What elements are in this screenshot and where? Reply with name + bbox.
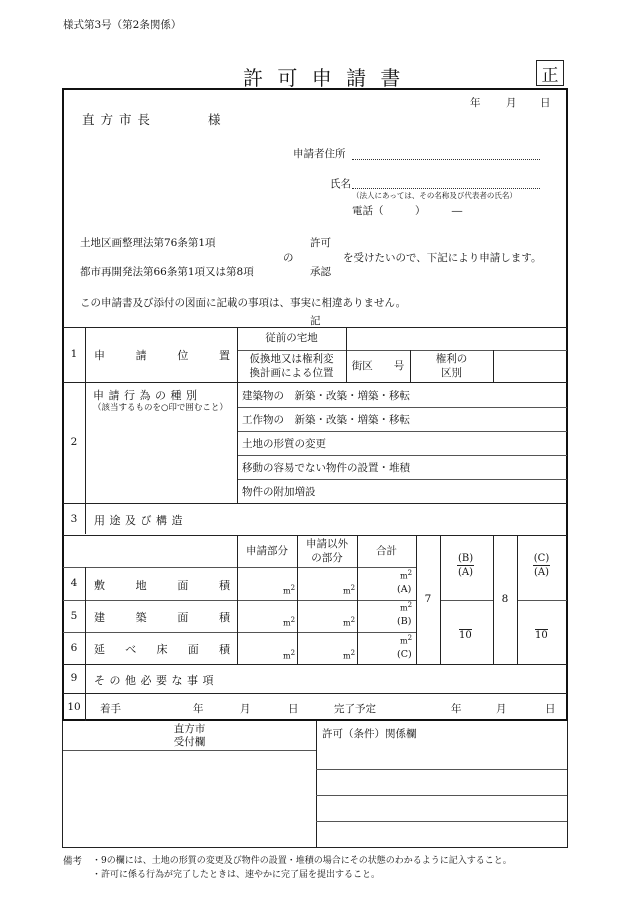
- row5-total-mark: (B): [397, 616, 412, 627]
- row9-field[interactable]: [238, 665, 567, 692]
- row3-field[interactable]: [238, 504, 567, 534]
- applicant-name-field[interactable]: [352, 188, 540, 189]
- row1-label: 申 請 位 置: [94, 349, 230, 362]
- form-number: 様式第3号（第2条関係）: [63, 19, 182, 31]
- ki-heading: 記: [310, 315, 321, 327]
- row10-start-day: 日: [288, 703, 299, 715]
- area-header-total: 合計: [376, 544, 397, 557]
- row4-number: 4: [70, 577, 78, 590]
- page-title: 許 可 申 請 書: [243, 66, 405, 90]
- law-kyoka: 許可: [310, 237, 331, 249]
- applicant-name-label: 氏名: [330, 178, 351, 190]
- area-header-other: 申請以外 の部分: [306, 537, 348, 564]
- row6-total-unit: m2: [400, 634, 413, 646]
- row2-note: （該当するものを○印で囲むこと）: [93, 403, 228, 413]
- date-day: 日: [540, 97, 551, 109]
- law-no: の: [283, 252, 294, 264]
- row2-item-structure[interactable]: 工作物の 新築・改築・増築・移転: [242, 414, 410, 426]
- row2-number: 2: [70, 436, 78, 449]
- row5-total-unit: m2: [400, 601, 413, 613]
- permit-conditions-label: 許可（条件）関係欄: [322, 728, 417, 740]
- row9-number: 9: [70, 672, 78, 685]
- row10-complete-label: 完了予定: [334, 703, 376, 715]
- row2-item-land-change[interactable]: 土地の形質の変更: [242, 438, 326, 450]
- row4-total-unit: m2: [400, 569, 413, 581]
- row1-rights-field[interactable]: [494, 351, 567, 381]
- row10-end-year: 年: [451, 703, 462, 715]
- applicant-address-field[interactable]: [352, 159, 540, 160]
- row1-replot-label: 仮換地又は権利変 換計画による位置: [249, 352, 334, 379]
- row1-number: 1: [70, 348, 78, 361]
- ratio7-denominator: 10: [459, 630, 472, 641]
- row5-applied-unit: m2: [283, 616, 296, 628]
- law-request: を受けたいので、下記により申請します。: [343, 252, 542, 264]
- date-month: 月: [506, 97, 517, 109]
- copy-mark: 正: [541, 65, 559, 86]
- row2-item-fixed-object[interactable]: 移動の容易でない物件の設置・堆積: [242, 462, 410, 474]
- addressee-honorific: 様: [208, 112, 221, 127]
- row1-prev-lot-field[interactable]: [346, 328, 567, 350]
- row6-total-mark: (C): [397, 649, 412, 660]
- date-year: 年: [470, 97, 481, 109]
- row1-rights-label: 権利の 区別: [435, 352, 468, 379]
- ratio8-fraction: $\frac{(C)}{(A)}$: [533, 553, 550, 578]
- row6-other-unit: m2: [343, 649, 356, 661]
- area-header-applied: 申請部分: [246, 544, 288, 557]
- row2-item-addition[interactable]: 物件の附加増設: [242, 486, 316, 498]
- row3-number: 3: [70, 512, 78, 525]
- row1-prev-lot-label: 従前の宅地: [265, 332, 318, 345]
- row10-number: 10: [67, 700, 81, 713]
- row10-end-day: 日: [545, 703, 556, 715]
- addressee: 直 方 市 長: [82, 112, 151, 127]
- row4-applied-unit: m2: [283, 584, 296, 596]
- remarks-note-1: ・9の欄には、土地の形質の変更及び物件の設置・堆積の場合にその状態のわかるように記入すること。: [92, 856, 512, 866]
- copy-mark-box: [536, 60, 564, 86]
- row2-item-building[interactable]: 建築物の 新築・改築・増築・移転: [242, 390, 410, 402]
- row9-label: そ の 他 必 要 な 事 項: [94, 674, 214, 687]
- applicant-address-label: 申請者住所: [293, 148, 346, 160]
- row3-label: 用 途 及 び 構 造: [94, 514, 183, 527]
- row5-number: 5: [70, 609, 78, 622]
- ratio8-number: 8: [501, 593, 509, 606]
- row10-start-label: 着手: [100, 703, 121, 715]
- row6-applied-unit: m2: [283, 649, 296, 661]
- applicant-phone: 電話（ ） ―: [352, 205, 463, 217]
- row6-number: 6: [70, 641, 78, 654]
- permit-conditions-field[interactable]: [317, 770, 567, 847]
- row1-block-label: 街区 号: [351, 359, 405, 372]
- row5-other-unit: m2: [343, 616, 356, 628]
- row10-end-month: 月: [496, 703, 507, 715]
- row4-other-unit: m2: [343, 584, 356, 596]
- row5-label: 建 築 面 積: [94, 611, 230, 624]
- reception-stamp-area[interactable]: [64, 751, 315, 847]
- declaration: この申請書及び添付の図面に記載の事項は、事実に相違ありません。: [80, 297, 407, 309]
- law-shonin: 承認: [310, 266, 331, 278]
- row10-start-year: 年: [193, 703, 204, 715]
- row6-label: 延 べ 床 面 積: [94, 643, 230, 656]
- ratio8-denominator: 10: [535, 630, 548, 641]
- applicant-name-note: （法人にあっては、その名称及び代表者の氏名）: [352, 191, 517, 200]
- row10-start-month: 月: [240, 703, 251, 715]
- row4-label: 敷 地 面 積: [94, 579, 230, 592]
- remarks-note-2: ・許可に係る行為が完了したときは、速やかに完了届を提出すること。: [92, 870, 381, 880]
- ratio7-number: 7: [424, 593, 432, 606]
- ratio7-fraction: $\frac{(B)}{(A)}$: [457, 553, 474, 578]
- law-urban-redevelopment: 都市再開発法第66条第1項又は第8項: [80, 266, 254, 278]
- law-land-readjustment: 土地区画整理法第76条第1項: [80, 237, 216, 249]
- row2-label: 申 請 行 為 の 種 別: [93, 389, 198, 402]
- row4-total-mark: (A): [397, 584, 412, 595]
- reception-label: 直方市 受付欄: [173, 722, 206, 748]
- remarks-label: 備考: [63, 856, 83, 867]
